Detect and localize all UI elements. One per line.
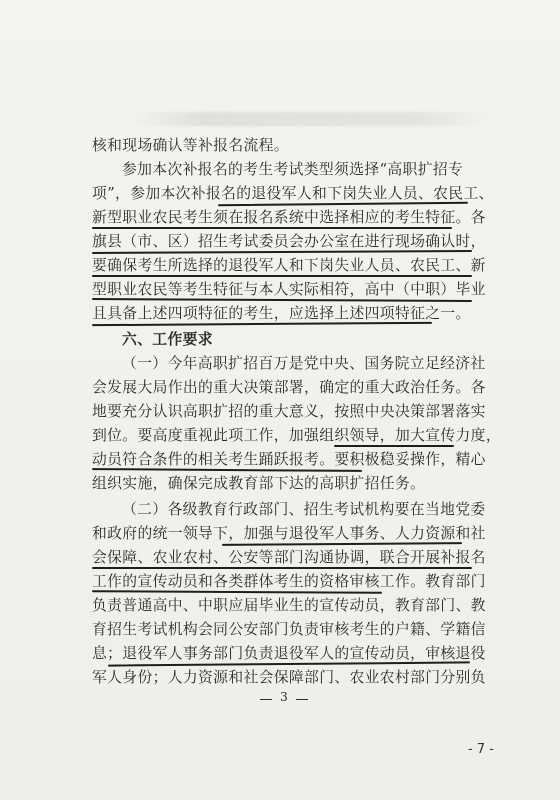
page-number: - 7 - <box>468 742 494 757</box>
footer-page-number: 3 <box>260 690 308 708</box>
handwritten-underline <box>334 445 454 447</box>
handwritten-underline <box>92 227 452 229</box>
text-line-16: （二）各级教育行政部门、招生考试机构要在当地党委 <box>122 501 486 518</box>
section-heading: 六、工作要求 <box>122 331 213 348</box>
text-line-11: 会发展大局作出的重大决策部署，确定的重大政治任务。各 <box>92 379 486 396</box>
text-line-1: 核和现场确认等补报名流程。 <box>92 137 289 154</box>
text-line-23: 军人身份；人力资源和社会保障部门、农业农村部门分别负 <box>92 669 486 686</box>
text-line-22: 息；退役军人事务部门负责退役军人的宣传动员，审核退役 <box>92 645 486 662</box>
text-line-21: 育招生考试机构会同公安部门负责审核考生的户籍、学籍信 <box>92 621 486 638</box>
text-line-17: 和政府的统一领导下，加强与退役军人事务、人力资源和社 <box>92 525 486 542</box>
text-line-5: 旗县（市、区）招生考试委员会办公室在进行现场确认时， <box>92 233 486 250</box>
handwritten-underline <box>92 590 382 594</box>
text-line-10: （一）今年高职扩招百万是党中央、国务院立足经济社 <box>122 355 486 372</box>
text-line-8: 且具备上述四项特征的考生，应选择上述四项特征之一。 <box>92 305 471 322</box>
text-line-3: 项”，参加本次补报名的退役军人和下岗失业人员、农民工、 <box>92 185 494 202</box>
text-line-15: 组织实施，确保完成教育部下达的高职扩招任务。 <box>92 475 426 492</box>
text-line-2: 参加本次补报名的考生考试类型须选择“高职扩招专 <box>122 161 464 178</box>
handwritten-underline <box>222 542 462 546</box>
text-line-7: 型职业农民等考生特征与本人实际相符，高中（中职）毕业 <box>92 281 486 298</box>
bleed-through-text <box>130 112 490 126</box>
text-line-13: 到位。要高度重视此项工作，加强组织领导，加大宣传力度， <box>92 427 501 444</box>
handwritten-underline <box>92 567 472 569</box>
text-line-18: 会保障、农业农村、公安等部门沟通协调，联合开展补报名 <box>92 549 486 566</box>
handwritten-underline <box>92 275 472 277</box>
text-line-14: 动员符合条件的相关考生踊跃报考。要积极稳妥操作，精心 <box>92 451 486 468</box>
text-line-4: 新型职业农民考生须在报名系统中选择相应的考生特征。各 <box>92 209 486 226</box>
text-line-19: 工作的宣传动员和各类群体考生的资格审核工作。教育部门 <box>92 573 486 590</box>
text-line-12: 地要充分认识高职扩招的重大意义，按照中央决策部署落实 <box>92 403 486 420</box>
text-line-6: 要确保考生所选择的退役军人和下岗失业人员、农民工、新 <box>92 257 486 274</box>
text-line-20: 负责普通高中、中职应届毕业生的宣传动员，教育部门、教 <box>92 597 486 614</box>
